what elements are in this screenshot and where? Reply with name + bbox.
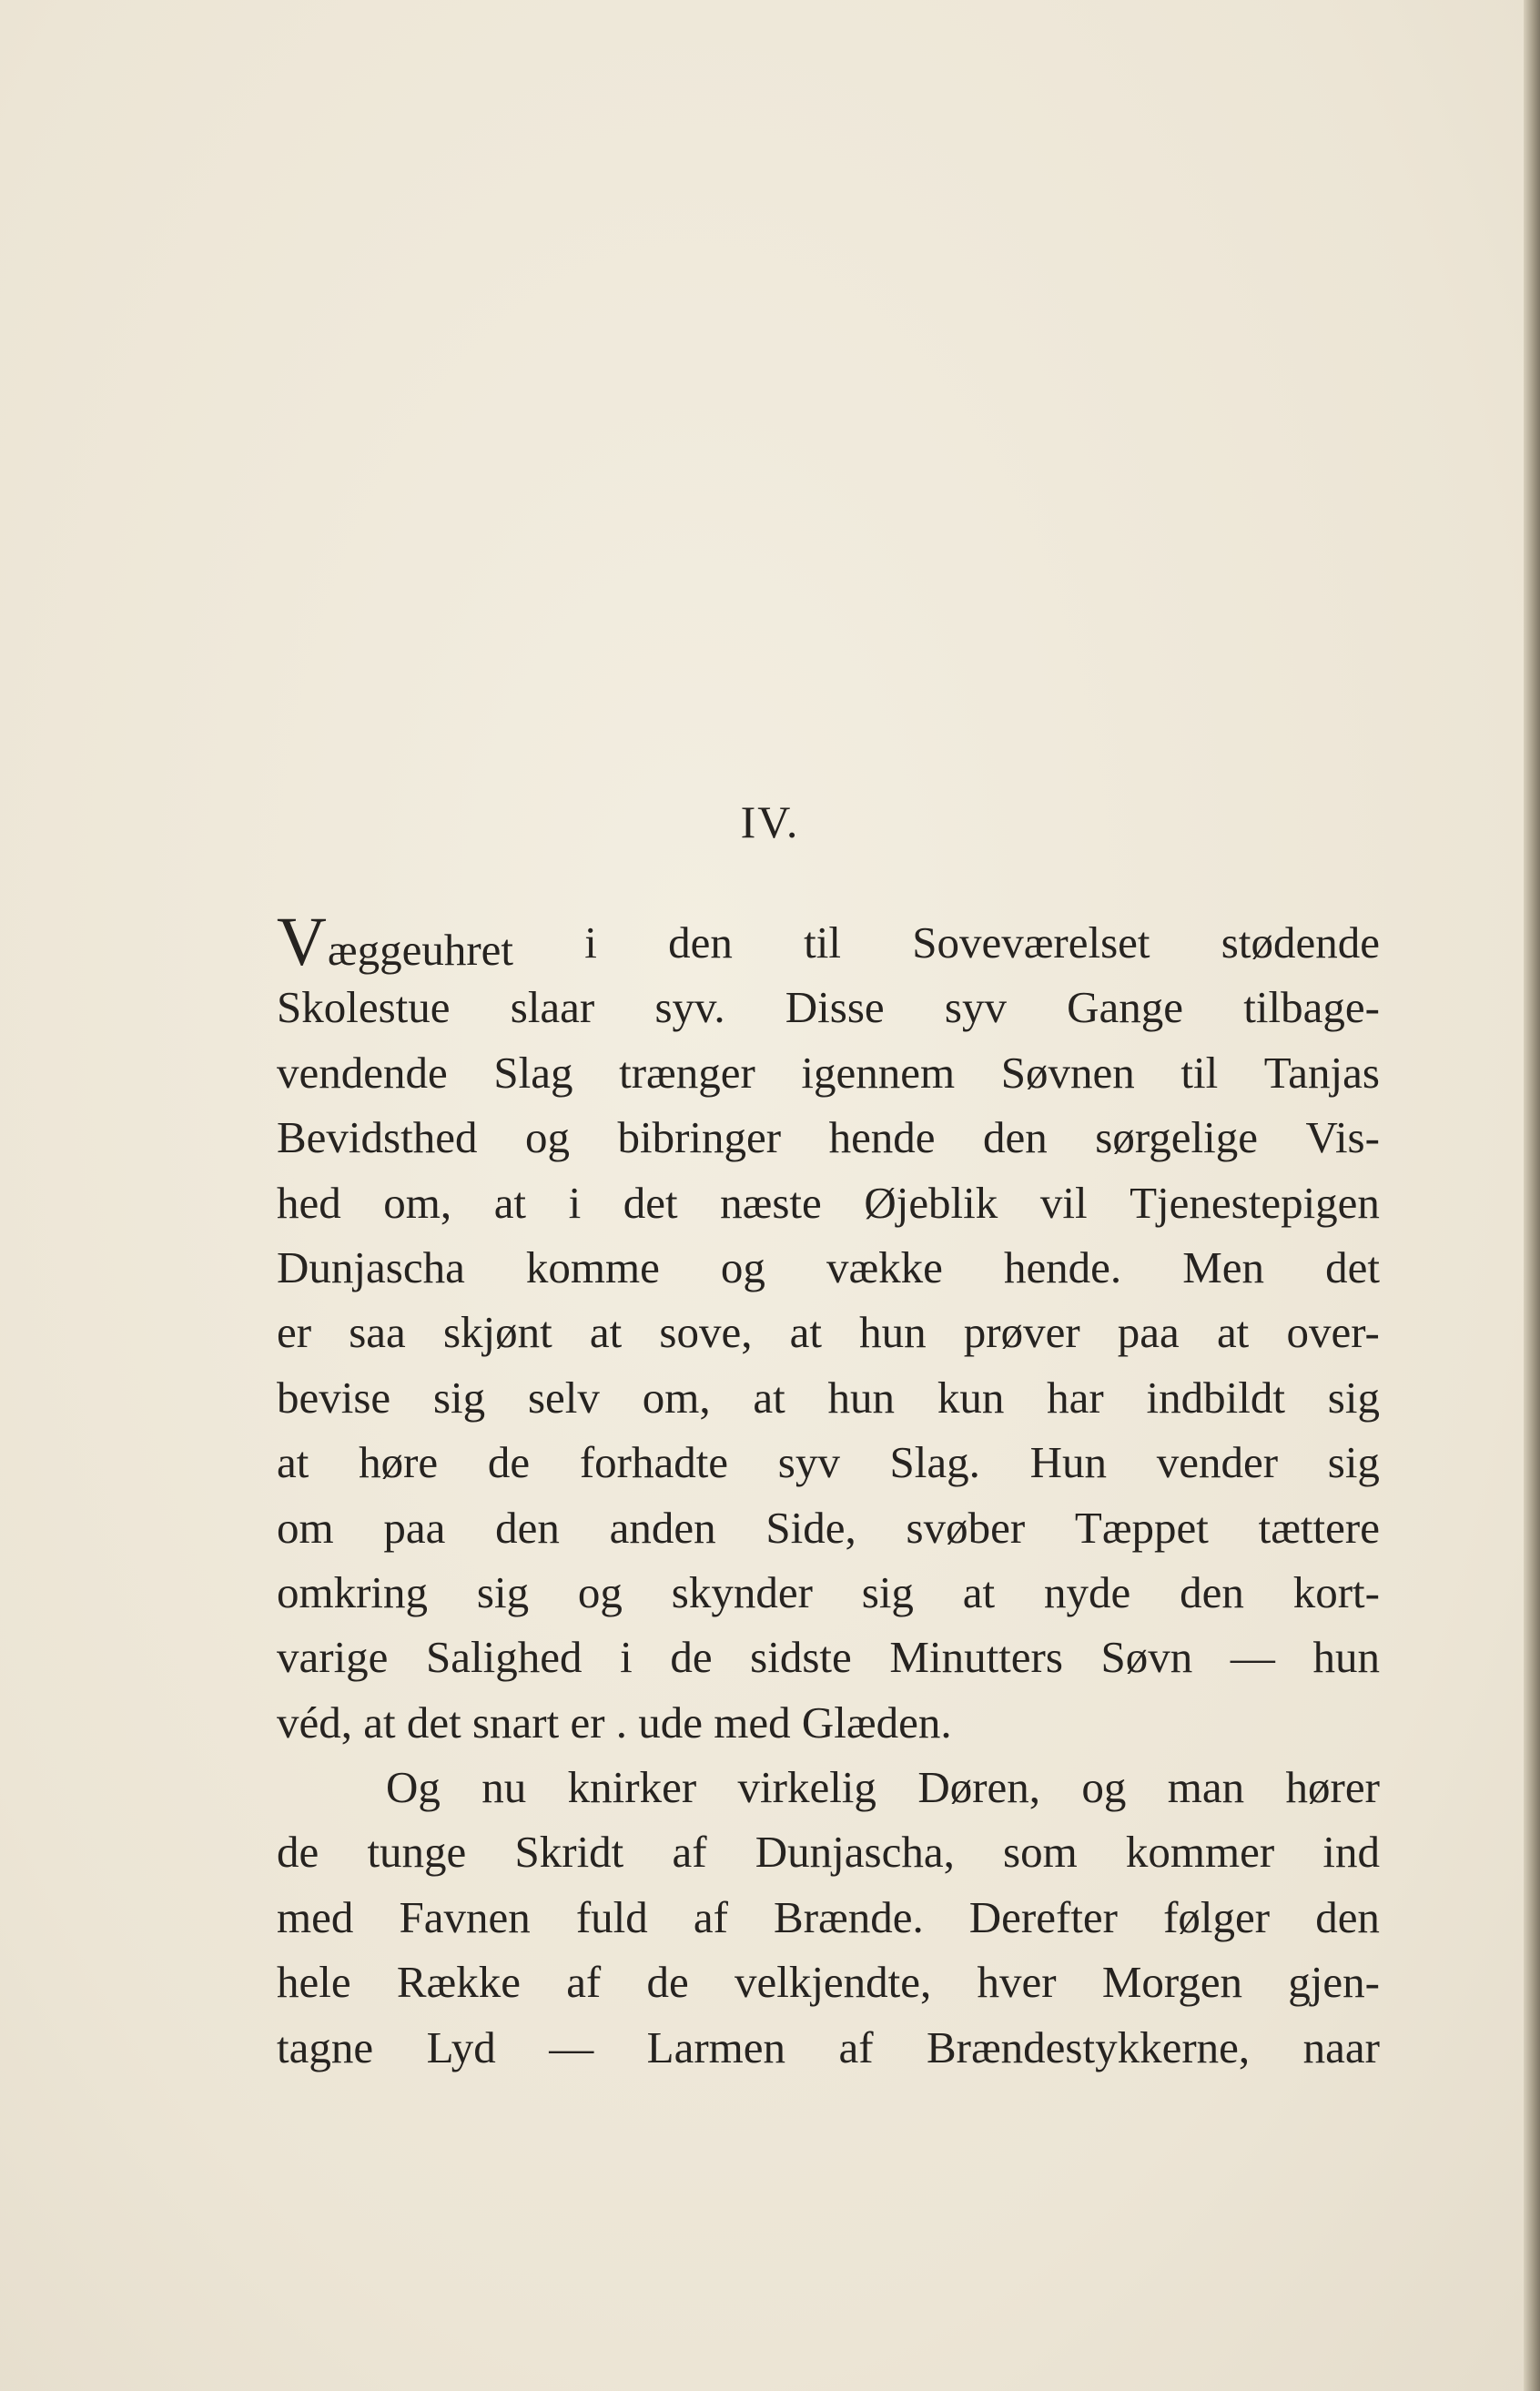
word: sig [476,1566,530,1617]
word: sig [1327,1372,1380,1423]
word: bevise [277,1372,391,1423]
word: Morgen [1101,1957,1243,2008]
word: Gange [1067,982,1184,1033]
word: hele [277,1957,351,2008]
text-line [277,1040,1380,1105]
word: Døren, [917,1762,1041,1813]
word: Dunjascha [277,1241,465,1292]
word: virkelig [737,1762,876,1813]
word: skynder [671,1566,813,1617]
word: Salighed [426,1632,583,1683]
word: tagne [277,2021,374,2072]
word: igennem [801,1047,956,1098]
word: er [277,1307,312,1358]
word: — [549,2021,594,2072]
word: tilbage- [1243,982,1380,1033]
word: saa [349,1307,406,1358]
word: i [584,917,597,968]
word: Slag. [889,1437,980,1488]
word: Skolestue [277,982,451,1033]
word: slaar [510,982,595,1033]
word: at [589,1307,623,1358]
word: Disse [785,982,885,1033]
word: den [668,917,733,968]
text-line [277,1950,1380,2014]
word: forhadte [579,1437,729,1488]
word: om, [642,1372,711,1423]
word: kun [937,1372,1005,1423]
word: af [672,1827,707,1878]
word: følger [1163,1891,1271,1942]
word: kommer [1125,1827,1275,1878]
word: i [568,1177,582,1228]
word: Række [396,1957,521,2008]
word: og [577,1566,623,1617]
word: Søvnen [1000,1047,1135,1098]
word: Skridt [514,1827,624,1878]
page-binding-edge [1524,0,1540,2391]
word: den [1180,1566,1244,1617]
word: sig [861,1566,914,1617]
word: de [277,1827,319,1878]
word: Favnen [399,1891,531,1942]
word: æggeuhret [327,925,514,975]
word: hende [828,1112,936,1163]
word: sig [1327,1437,1380,1488]
word: Soveværelset [912,917,1150,968]
word: Vis- [1305,1112,1380,1163]
word: Minutters [889,1632,1063,1683]
text-line [277,1560,1380,1625]
text-line [277,1885,1380,1950]
text-line [277,1495,1380,1560]
word: bibringer [617,1112,782,1163]
word: i [620,1632,633,1683]
word: og [524,1112,570,1163]
text-line [277,1105,1380,1170]
word: knirker [567,1762,697,1813]
word: gjen- [1288,1957,1380,2008]
word: om, [383,1177,452,1228]
chapter-heading: IV. [740,796,800,847]
word: af [693,1891,728,1942]
word: prøver [963,1307,1080,1358]
word: sove, [659,1307,753,1358]
word: sidste [750,1632,852,1683]
word: Dunjascha, [755,1827,955,1878]
word: naar [1302,2021,1380,2072]
word: at [1216,1307,1250,1358]
text-line [277,1365,1380,1430]
text-line [277,2015,1380,2080]
word: sig [432,1372,486,1423]
word: — [1230,1632,1275,1683]
word: med [277,1891,354,1942]
word: Brænde. [774,1891,924,1942]
word: den [983,1112,1048,1163]
word: af [566,1957,602,2008]
word: og [1081,1762,1127,1813]
word: og [720,1241,765,1292]
text-line [277,1170,1380,1235]
word: hun [827,1372,896,1423]
word: Hun [1029,1437,1108,1488]
word: indbildt [1146,1372,1285,1423]
word: de [646,1957,689,2008]
word: at [753,1372,785,1423]
word: Men [1182,1241,1265,1292]
word: at [493,1177,527,1228]
word: Derefter [968,1891,1118,1942]
word: hun [859,1307,927,1358]
word: Slag [493,1047,573,1098]
word: den [1315,1891,1380,1942]
word: hende. [1003,1241,1122,1292]
word: komme [525,1241,660,1292]
word: Brændestykkerne, [926,2021,1251,2072]
word: velkjendte, [734,1957,932,2008]
word: kort- [1292,1566,1380,1617]
text-line [277,1755,1380,1819]
word: af [838,2021,874,2072]
word: til [804,917,841,968]
word: trænger [619,1047,755,1098]
word: den [495,1502,560,1553]
word: Bevidsthed [277,1112,478,1163]
text-line [277,1235,1380,1300]
word: syv [777,1437,840,1488]
word: anden [609,1502,716,1553]
word: næste [720,1177,822,1228]
text-line [277,975,1380,1039]
word: tunge [367,1827,467,1878]
word: over- [1286,1307,1380,1358]
word: at [962,1566,996,1617]
word: at [789,1307,822,1358]
word: til [1180,1047,1219,1098]
word: selv [527,1372,600,1423]
word: hed [277,1177,341,1228]
word: man [1167,1762,1245,1813]
word: sørgelige [1095,1112,1259,1163]
text-line [277,904,1380,980]
word: paa [1117,1307,1180,1358]
word: har [1047,1372,1104,1423]
word: hører [1285,1762,1380,1813]
word: Søvn [1100,1632,1193,1683]
text-line [277,1300,1380,1364]
word: de [487,1437,531,1488]
word: Øjeblik [864,1177,998,1228]
word: Lyd [426,2021,496,2072]
word: stødende [1221,917,1380,968]
word: tættere [1258,1502,1380,1553]
word: skjønt [442,1307,552,1358]
drop-cap: V [277,904,327,980]
word: Tæppet [1074,1502,1209,1553]
word: som [1003,1827,1078,1878]
word: Og [386,1762,441,1813]
word: om [277,1502,334,1553]
word: ind [1322,1827,1380,1878]
word: Tjenestepigen [1130,1177,1380,1228]
word: det [1325,1241,1380,1292]
word: høre [359,1437,439,1488]
body-text [277,904,1380,2080]
line-word [277,904,514,980]
line-text: véd, at det snart er . ude med Glæden. [277,1697,952,1748]
word: vendende [277,1047,448,1098]
word: svøber [906,1502,1026,1553]
word: nu [481,1762,527,1813]
word: hun [1312,1632,1380,1683]
word: vække [826,1241,943,1292]
word: hver [977,1957,1057,2008]
text-line [277,1625,1380,1689]
word: omkring [277,1566,429,1617]
text-line [277,1819,1380,1884]
word: vender [1156,1437,1279,1488]
text-line [277,1430,1380,1494]
word: det [623,1177,678,1228]
word: Tanjas [1263,1047,1380,1098]
word: varige [277,1632,389,1683]
word: paa [383,1502,446,1553]
text-line [277,1690,1380,1755]
word: at [277,1437,309,1488]
word: Larmen [646,2021,786,2072]
word: vil [1039,1177,1088,1228]
word: de [670,1632,713,1683]
word: fuld [575,1891,648,1942]
word: syv. [654,982,725,1033]
word: nyde [1044,1566,1131,1617]
word: syv [944,982,1007,1033]
word: Side, [765,1502,856,1553]
